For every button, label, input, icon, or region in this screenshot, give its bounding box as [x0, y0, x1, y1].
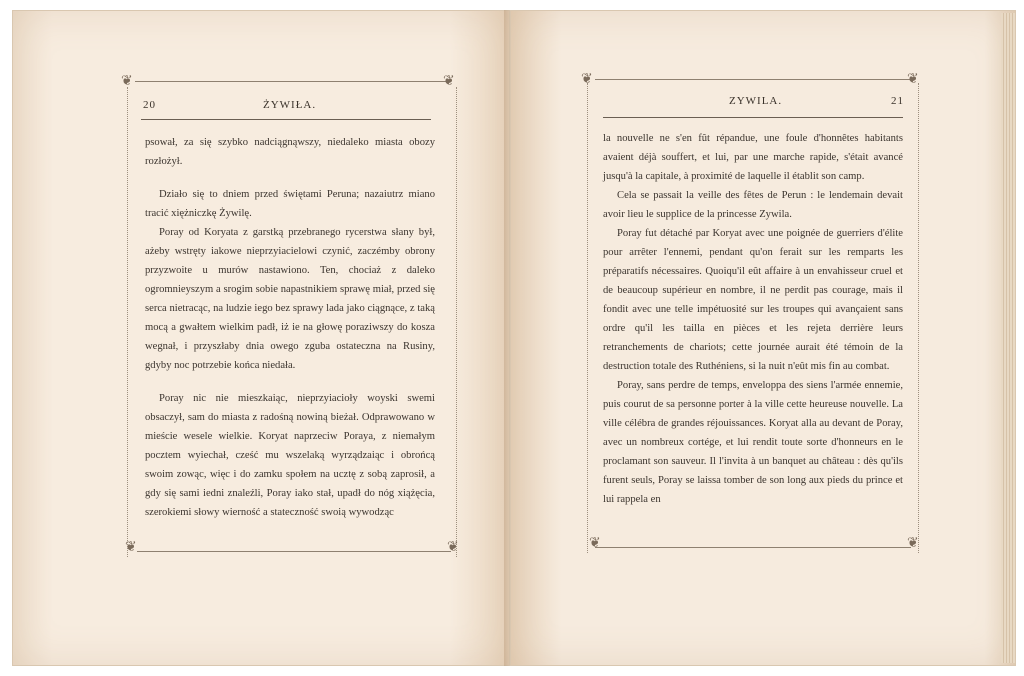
flourish-ornament-icon: ❦	[443, 74, 455, 89]
open-book	[12, 10, 1016, 666]
page-edges	[1001, 13, 1015, 663]
paragraph: Poray nic nie mieszkaiąc, nieprzyiacioły woyski swemi obsaczył, sam do miasta z radośną nowiną bieżał. Odprawowano w mieście wesele wielkie. Koryat naprzeciw Poraya, z niemałym pocztem wyiechał, cześć mu wszelaką wyrządzaiąc i obrońcą swoim zowąc, więc i do zamku społem na ucztę z sobą zaprosił, a gdy się sami iedni znaleźli, Poray iako stał, upadł do nóg xiążęcia, szerokiemi słowy wierność a stateczność swoią wywodząc	[145, 393, 435, 518]
left-frame-top-border	[135, 81, 449, 83]
right-page-text	[603, 129, 903, 509]
right-page-number: 21	[891, 95, 904, 107]
paragraph: la nouvelle ne s'en fût répandue, une foule d'honnêtes habitants avaient déjà souffert, et lui, par une marche rapide, s'était avancé jusqu'à la capitale, à proximité de laquelle il établit son camp.	[603, 133, 903, 182]
flourish-ornament-icon: ❦	[121, 74, 133, 89]
paragraph: Poray fut détaché par Koryat avec une poignée de guerriers d'élite pour arrêter l'ennemi, pendant qu'on ferait sur les remparts les préparatifs nécessaires. Quoiqu'il eût affaire à un envahisseur cruel et de beaucoup supérieur en nombre, il ne perdit pas courage, mais il fondit avec une telle impétuosité sur les troupes qui avançaient sans ordre qu'il les tailla en pièces et les rejeta derrière leurs retranchements de chariots; cette journée aurait été témoin de la destruction totale des Ruthéniens, si la nuit n'eût mis fin au combat.	[603, 228, 903, 372]
left-running-head: ŻYWIŁA.	[263, 99, 317, 111]
right-frame-bottom-border	[595, 547, 911, 549]
flourish-ornament-icon: ❦	[907, 536, 919, 551]
flourish-ornament-icon: ❦	[447, 540, 459, 555]
flourish-ornament-icon: ❦	[581, 72, 593, 87]
left-head-rule	[141, 119, 431, 120]
flourish-ornament-icon: ❦	[589, 536, 601, 551]
paragraph: Poray, sans perdre de temps, enveloppa des siens l'armée ennemie, puis courut de sa personne porter à la ville cette heureuse nouvelle. La ville célébra de grandes réjouissances. Koryat alla au devant de Poray, avec un nombreux cortége, et lui rendit toute sorte d'honneurs en le proclamant son sauveur. Il l'invita à un banquet au château : dès qu'ils furent seuls, Poray se laissa tomber de son long aux pieds du prince et lui rappela en	[603, 380, 903, 505]
flourish-ornament-icon: ❦	[907, 72, 919, 87]
left-page-text	[145, 133, 435, 522]
right-page	[510, 10, 1016, 666]
paragraph: Działo się to dniem przed świętami Peruna; nazaiutrz miano tracić xiężniczkę Żywilę.	[145, 189, 435, 219]
right-running-head: ZYWILA.	[729, 95, 783, 107]
paragraph: psował, za się szybko nadciągnąwszy, niedaleko miasta obozy rozłożył.	[145, 137, 435, 167]
flourish-ornament-icon: ❦	[125, 540, 137, 555]
right-frame-top-border	[595, 79, 911, 81]
paragraph: Poray od Koryata z garstką przebranego rycerstwa słany był, ażeby wstręty iakowe nieprzyiacielowi czynić, zaczémby obrony przyzwoite u murów nastawiono. Ten, chociaż z daleko ogromnieyszym a srogim sobie napastnikiem sprawę miał, przed się serca nietracąc, na ludzie iego bez sprawy lada jako ciągnące, z taką mocą a gwałtem wielkim padł, iż ie na głowę poraziwszy do kosza wegnał, i przyszłaby dnia owego zguba ostateczna na Rusiny, gdyby noc potrzebie końca niedała.	[145, 227, 435, 371]
left-frame-bottom-border	[137, 551, 451, 553]
left-page	[12, 10, 510, 666]
right-head-rule	[603, 117, 903, 118]
paragraph: Cela se passait la veille des fêtes de Perun : le lendemain devait avoir lieu le supplice de la princesse Zywila.	[603, 190, 903, 220]
left-page-number: 20	[143, 99, 156, 111]
